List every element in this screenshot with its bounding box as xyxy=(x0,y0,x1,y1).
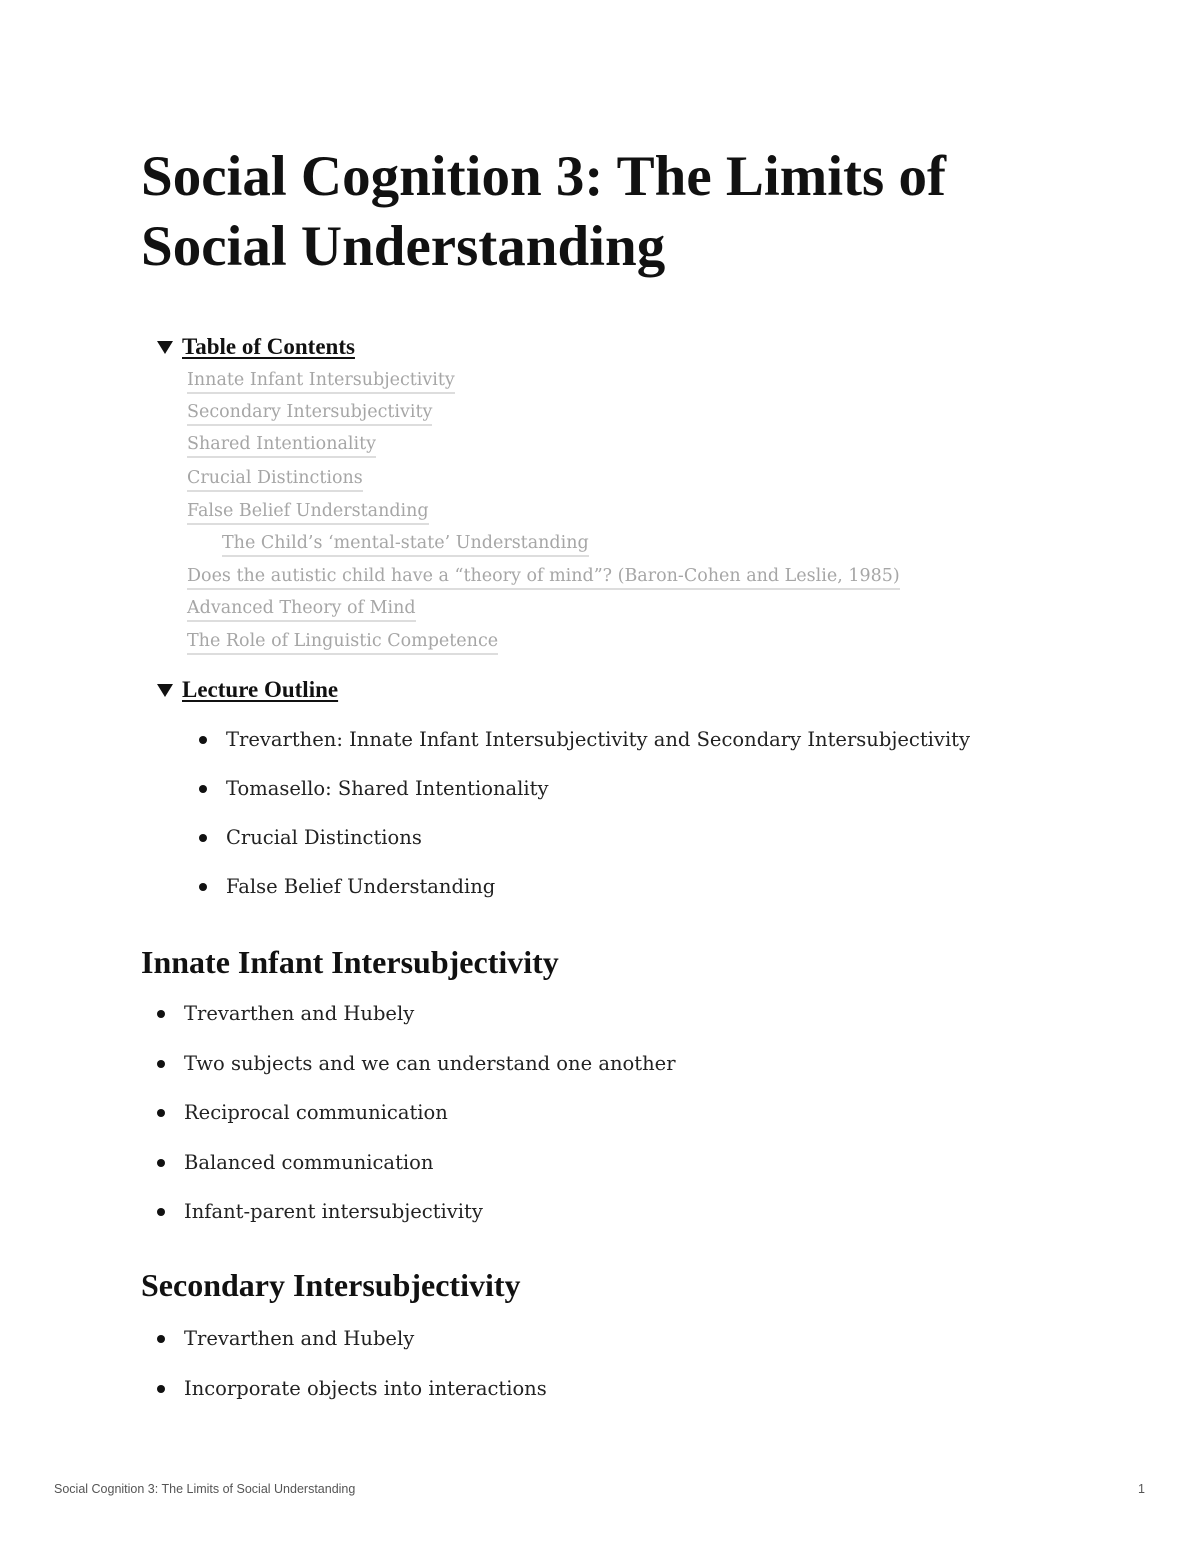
bullet-icon xyxy=(157,1159,165,1167)
list-item xyxy=(157,1325,414,1353)
toc-link-autistic-child-theory-of-mind[interactable]: Does the autistic child have a “theory of mind”? (Baron-Cohen and Leslie, 1985) xyxy=(187,564,900,590)
toc-link-advanced-theory-of-mind[interactable]: Advanced Theory of Mind xyxy=(187,596,416,622)
outline-item xyxy=(199,726,970,754)
bullet-icon xyxy=(157,1060,165,1068)
outline-item-text: Crucial Distinctions xyxy=(226,826,422,849)
bullet-icon xyxy=(157,1385,165,1393)
toc-label[interactable]: Table of Contents xyxy=(182,334,355,359)
toc-toggle[interactable] xyxy=(157,334,355,360)
outline-item-text: False Belief Understanding xyxy=(226,875,496,898)
footer-title: Social Cognition 3: The Limits of Social Understanding xyxy=(54,1482,356,1496)
outline-label[interactable]: Lecture Outline xyxy=(182,677,339,702)
list-item xyxy=(157,1050,676,1078)
page-number: 1 xyxy=(1138,1482,1145,1496)
list-item xyxy=(157,1375,547,1403)
outline-item-text: Trevarthen: Innate Infant Intersubjectivity and Secondary Intersubjectivity xyxy=(226,728,971,751)
bullet-icon xyxy=(199,785,207,793)
list-item xyxy=(157,1149,433,1177)
toc-link-false-belief-understanding[interactable]: False Belief Understanding xyxy=(187,499,429,525)
toc-link-shared-intentionality[interactable]: Shared Intentionality xyxy=(187,432,376,458)
bullet-icon xyxy=(199,883,207,891)
list-item-text: Trevarthen and Hubely xyxy=(184,1002,415,1025)
bullet-icon xyxy=(157,1109,165,1117)
list-item-text: Infant-parent intersubjectivity xyxy=(184,1200,483,1223)
outline-item-text: Tomasello: Shared Intentionality xyxy=(226,777,549,800)
list-item xyxy=(157,1099,448,1127)
list-item-text: Balanced communication xyxy=(184,1151,434,1174)
list-item xyxy=(157,1000,414,1028)
toc-link-crucial-distinctions[interactable]: Crucial Distinctions xyxy=(187,466,363,492)
section-heading-secondary-intersubjectivity: Secondary Intersubjectivity xyxy=(141,1267,521,1303)
list-item-text: Incorporate objects into interactions xyxy=(184,1377,547,1400)
toc-link-secondary-intersubjectivity[interactable]: Secondary Intersubjectivity xyxy=(187,400,432,426)
list-item-text: Two subjects and we can understand one another xyxy=(184,1052,676,1075)
list-item-text: Trevarthen and Hubely xyxy=(184,1327,415,1350)
toc-link-innate-infant-intersubjectivity[interactable]: Innate Infant Intersubjectivity xyxy=(187,368,455,394)
list-item-text: Reciprocal communication xyxy=(184,1101,448,1124)
outline-item xyxy=(199,824,422,852)
outline-toggle[interactable] xyxy=(157,677,338,703)
toc-link-linguistic-competence[interactable]: The Role of Linguistic Competence xyxy=(187,629,498,655)
outline-item xyxy=(199,873,495,901)
bullet-icon xyxy=(157,1010,165,1018)
bullet-icon xyxy=(157,1208,165,1216)
section-heading-innate-infant-intersubjectivity: Innate Infant Intersubjectivity xyxy=(141,944,559,980)
page-title: Social Cognition 3: The Limits of Social Understanding xyxy=(141,145,946,278)
outline-item xyxy=(199,775,548,803)
bullet-icon xyxy=(199,834,207,842)
bullet-icon xyxy=(199,736,207,744)
toggle-triangle-icon[interactable] xyxy=(157,684,173,697)
toggle-triangle-icon[interactable] xyxy=(157,341,173,354)
list-item xyxy=(157,1198,483,1226)
toc-link-mental-state-understanding[interactable]: The Child’s ‘mental-state’ Understanding xyxy=(222,531,589,557)
bullet-icon xyxy=(157,1335,165,1343)
